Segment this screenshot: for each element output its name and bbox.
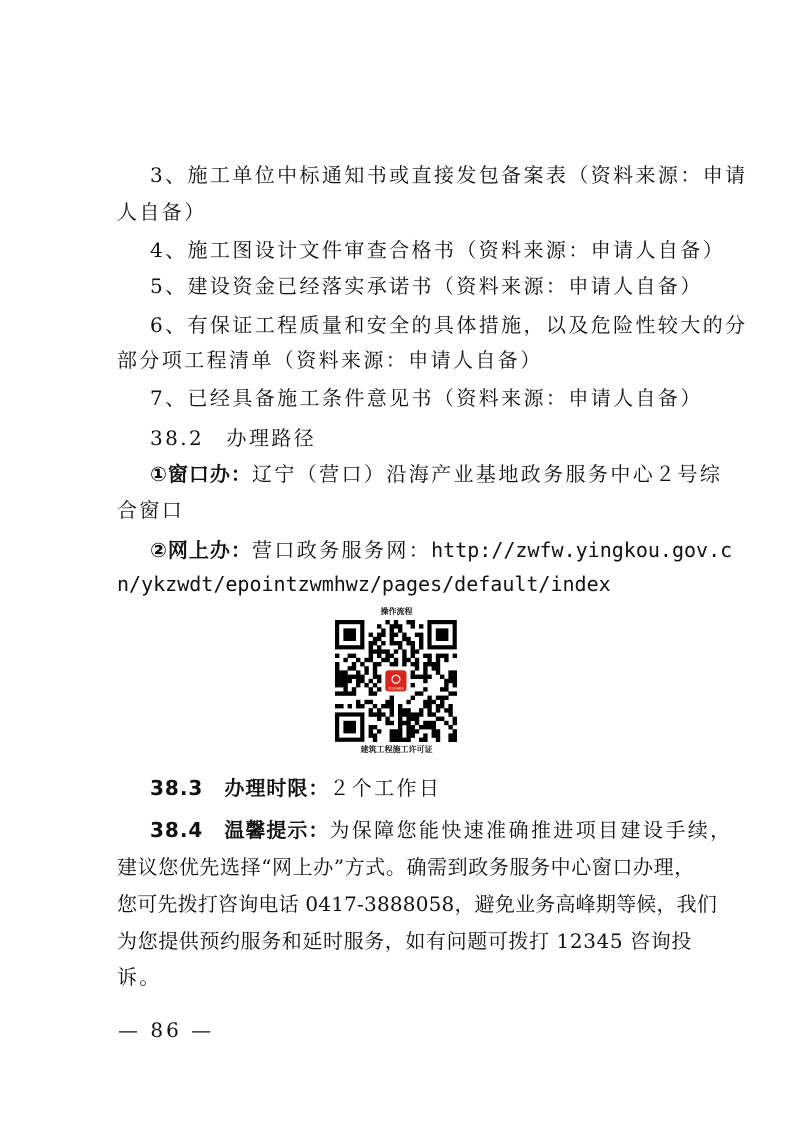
- section-38-3-label: 38.3 办理时限：: [150, 776, 330, 800]
- section-38-4-line-5: 诉。: [117, 965, 162, 989]
- section-38-4-line-4: 为您提供预约服务和延时服务，如有问题可拨打 12345 咨询投: [117, 929, 692, 953]
- section-38-4-line-2: 建议您优先选择“网上办”方式。确需到政务服务中心窗口办理，: [117, 855, 695, 879]
- item-7: 7、已经具备施工条件意见书（资料来源：申请人自备）: [150, 386, 703, 410]
- item-3-line-1: 3、施工单位中标通知书或直接发包备案表（资料来源：申请: [150, 163, 748, 187]
- section-38-4-text-1: 为保障您能快速准确推进项目建设手续，: [329, 818, 733, 842]
- item-3-line-2: 人自备）: [117, 200, 207, 224]
- page-number: — 86 —: [118, 1018, 215, 1042]
- window-route-label: ①窗口办：: [150, 462, 252, 486]
- online-route: [150, 538, 732, 562]
- online-route-label: ②网上办：: [150, 538, 252, 562]
- item-5: 5、建设资金已经落实承诺书（资料来源：申请人自备）: [150, 274, 703, 298]
- section-38-3-text: ２个工作日: [329, 776, 442, 800]
- window-route-text: 辽宁（营口）沿海产业基地政务服务中心２号综: [251, 462, 723, 486]
- qr-code-block: [330, 606, 463, 754]
- section-38-4-label: 38.4 温馨提示：: [150, 818, 330, 842]
- qr-title: 操作流程: [380, 607, 413, 616]
- qr-code-image: [333, 619, 460, 744]
- item-6-line-1: 6、有保证工程质量和安全的具体措施，以及危险性较大的分: [150, 313, 748, 337]
- section-38-4-line-3: 您可先拨打咨询电话 0417-3888058，避免业务高峰期等候，我们: [117, 892, 718, 916]
- window-route: [150, 462, 722, 486]
- item-6-line-2: 部分项工程清单（资料来源：申请人自备）: [117, 348, 543, 372]
- section-38-3: [150, 776, 441, 800]
- section-38-2-heading: 38.2 办理路径: [150, 426, 317, 450]
- window-route-cont: 合窗口: [117, 498, 185, 522]
- qr-logo-text: 营口政务服务: [388, 687, 404, 691]
- item-4: 4、施工图设计文件审查合格书（资料来源：申请人自备）: [150, 238, 726, 262]
- online-url-part-2[interactable]: n/ykzwdt/epointzwmhwz/pages/default/index: [117, 572, 611, 596]
- section-38-4-line-1: [150, 818, 733, 842]
- qr-caption: 建筑工程施工许可证: [360, 745, 433, 754]
- online-route-text: 营口政务服务网：: [251, 538, 432, 562]
- online-url-part-1[interactable]: http://zwfw.yingkou.gov.c: [431, 538, 733, 562]
